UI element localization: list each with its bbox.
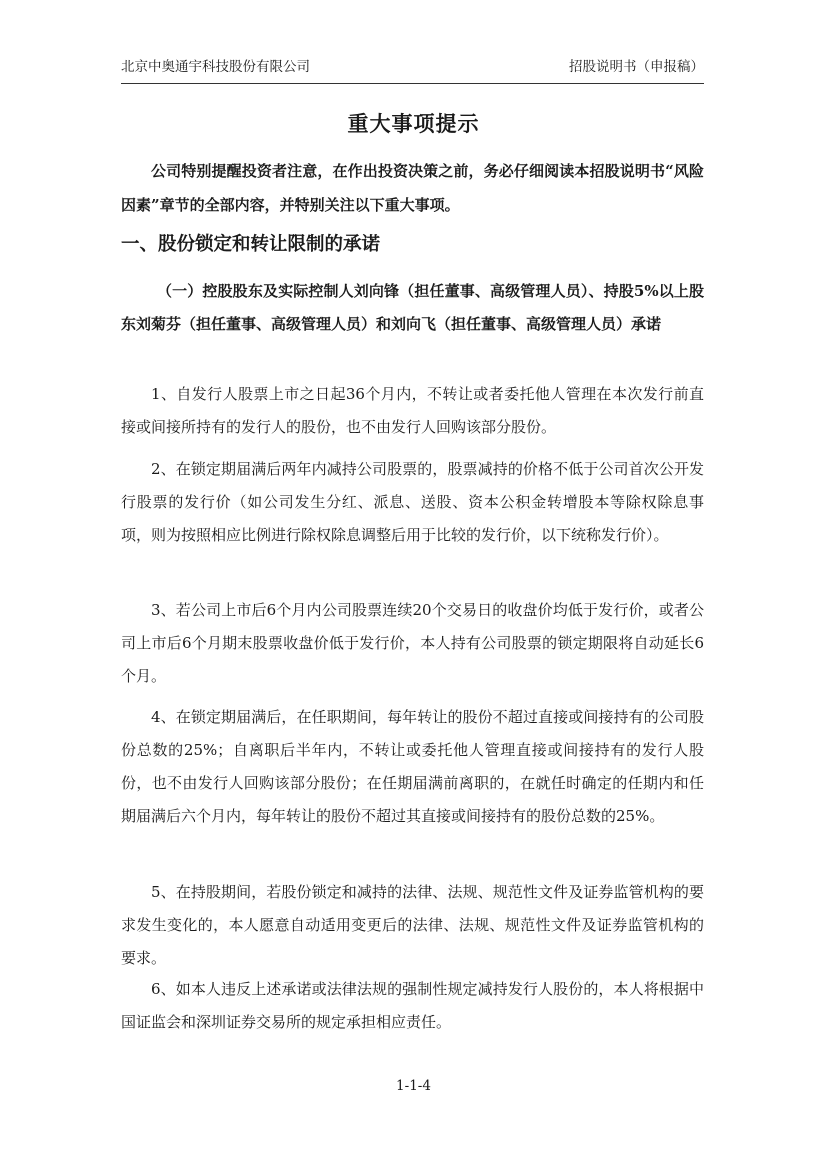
commitment-paragraph-3: 3、若公司上市后6个月内公司股票连续20个交易日的收盘价均低于发行价，或者公司上市后6个月期末股票收盘价低于发行价，本人持有公司股票的锁定期限将自动延长6个月。 <box>121 601 704 685</box>
header-company-name: 北京中奥通宇科技股份有限公司 <box>121 59 310 75</box>
commitment-paragraph-6: 6、如本人违反上述承诺或法律法规的强制性规定减持发行人股份的，本人将根据中国证监会和深圳证券交易所的规定承担相应责任。 <box>121 980 704 1031</box>
commitment-paragraph-5: 5、在持股期间，若股份锁定和减持的法律、法规、规范性文件及证券监管机构的要求发生变化的，本人愿意自动适用变更后的法律、法规、规范性文件及证券监管机构的要求。 <box>121 883 704 967</box>
commitment-paragraph-2: 2、在锁定期届满后两年内减持公司股票的，股票减持的价格不低于公司首次公开发行股票的发行价（如公司发生分红、派息、送股、资本公积金转增股本等除权除息事项，则为按照相应比例进行除权除息调整后用于比较的发行价，以下统称发行价）。 <box>121 460 704 544</box>
commitment-paragraph-4: 4、在锁定期届满后，在任职期间，每年转让的股份不超过直接或间接持有的公司股份总数的25%；自离职后半年内，不转让或委托他人管理直接或间接持有的发行人股份，也不由发行人回购该部分股份；在任期届满前离职的，在就任时确定的任期内和任期届满后六个月内，每年转让的股份不超过其直接或间接持有的股份总数的25%。 <box>121 708 704 825</box>
section-heading: 一、股份锁定和转让限制的承诺 <box>121 234 381 255</box>
page-number: 1-1-4 <box>396 1078 431 1094</box>
commitment-paragraph-1: 1、自发行人股票上市之日起36个月内，不转让或者委托他人管理在本次发行前直接或间接所持有的发行人的股份，也不由发行人回购该部分股份。 <box>121 385 704 436</box>
intro-notice: 公司特别提醒投资者注意，在作出投资决策之前，务必仔细阅读本招股说明书“风险因素”章节的全部内容，并特别关注以下重大事项。 <box>121 162 704 214</box>
page-title: 重大事项提示 <box>347 111 480 136</box>
page-header <box>121 57 704 84</box>
header-document-type: 招股说明书（申报稿） <box>569 59 704 75</box>
subsection-heading: （一）控股股东及实际控制人刘向锋（担任董事、高级管理人员）、持股5%以上股东刘菊芬（担任董事、高级管理人员）和刘向飞（担任董事、高级管理人员）承诺 <box>121 282 704 333</box>
